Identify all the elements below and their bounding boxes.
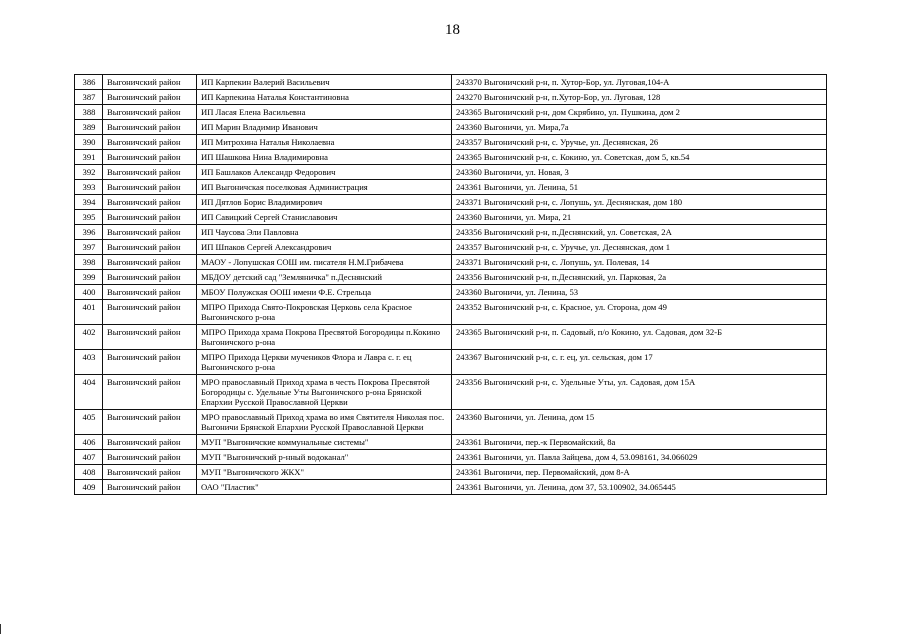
address-cell: 243357 Выгоничский р-н, с. Уручье, ул. Деснянская, дом 1 [452, 240, 827, 255]
row-number-cell: 388 [75, 105, 103, 120]
address-cell: 243365 Выгоничский р-н, дом Скрябино, ул. Пушкина, дом 2 [452, 105, 827, 120]
organization-cell: МУП "Выгоничского ЖКХ" [197, 465, 452, 480]
district-cell: Выгоничский район [103, 255, 197, 270]
table-row [75, 105, 827, 120]
address-cell: 243356 Выгоничский р-н, с. Удельные Уты, ул. Садовая, дом 15А [452, 375, 827, 410]
organization-cell: МРО православный Приход храма в честь Покрова Пресвятой Богородицы с. Удельные Уты Выгоничского р-она Брянской Епархии Русской Православной Церкви [197, 375, 452, 410]
table-row [75, 90, 827, 105]
organization-cell: ИП Митрохина Наталья Николаевна [197, 135, 452, 150]
table-row [75, 120, 827, 135]
organization-cell: МУП "Выгоничский р-нный водоканал" [197, 450, 452, 465]
address-cell: 243360 Выгоничи, ул. Новая, 3 [452, 165, 827, 180]
district-cell: Выгоничский район [103, 410, 197, 435]
row-number-cell: 406 [75, 435, 103, 450]
organization-cell: МБДОУ детский сад "Земляничка" п.Деснянский [197, 270, 452, 285]
registry-table-body [75, 75, 827, 495]
organization-cell: МБОУ Полужская ООШ имени Ф.Е. Стрельца [197, 285, 452, 300]
district-cell: Выгоничский район [103, 300, 197, 325]
table-row [75, 210, 827, 225]
row-number-cell: 392 [75, 165, 103, 180]
row-number-cell: 390 [75, 135, 103, 150]
row-number-cell: 389 [75, 120, 103, 135]
table-row [75, 135, 827, 150]
address-cell: 243360 Выгоничи, ул. Ленина, дом 15 [452, 410, 827, 435]
row-number-cell: 405 [75, 410, 103, 435]
row-number-cell: 397 [75, 240, 103, 255]
organization-cell: ИП Карпекина Наталья Константиновна [197, 90, 452, 105]
district-cell: Выгоничский район [103, 435, 197, 450]
address-cell: 243360 Выгоничи, ул. Ленина, 53 [452, 285, 827, 300]
row-number-cell: 401 [75, 300, 103, 325]
page-number: 18 [445, 22, 460, 38]
district-cell: Выгоничский район [103, 450, 197, 465]
organization-cell: МПРО Прихода Свято-Покровская Церковь села Красное Выгоничского р-она [197, 300, 452, 325]
address-cell: 243357 Выгоничский р-н, с. Уручье, ул. Деснянская, 26 [452, 135, 827, 150]
organization-cell: ИП Чаусова Эли Павловна [197, 225, 452, 240]
row-number-cell: 409 [75, 480, 103, 495]
district-cell: Выгоничский район [103, 165, 197, 180]
table-row [75, 75, 827, 90]
address-cell: 243360 Выгоничи, ул. Мира,7а [452, 120, 827, 135]
row-number-cell: 402 [75, 325, 103, 350]
district-cell: Выгоничский район [103, 90, 197, 105]
district-cell: Выгоничский район [103, 120, 197, 135]
address-cell: 243361 Выгоничи, ул. Ленина, 51 [452, 180, 827, 195]
district-cell: Выгоничский район [103, 480, 197, 495]
address-cell: 243361 Выгоничи, ул. Павла Зайцева, дом 4, 53.098161, 34.066029 [452, 450, 827, 465]
table-row [75, 480, 827, 495]
table-row [75, 165, 827, 180]
table-row [75, 410, 827, 435]
district-cell: Выгоничский район [103, 465, 197, 480]
table-row [75, 450, 827, 465]
table-row [75, 435, 827, 450]
row-number-cell: 391 [75, 150, 103, 165]
table-row [75, 180, 827, 195]
address-cell: 243361 Выгоничи, пер.-к Первомайский, 8а [452, 435, 827, 450]
organization-cell: ИП Выгоничская поселковая Администрация [197, 180, 452, 195]
table-row [75, 225, 827, 240]
district-cell: Выгоничский район [103, 150, 197, 165]
row-number-cell: 403 [75, 350, 103, 375]
registry-table [74, 74, 827, 495]
address-cell: 243360 Выгоничи, ул. Мира, 21 [452, 210, 827, 225]
table-row [75, 325, 827, 350]
organization-cell: ИП Марин Владимир Иванович [197, 120, 452, 135]
row-number-cell: 393 [75, 180, 103, 195]
organization-cell: ИП Шпаков Сергей Александрович [197, 240, 452, 255]
district-cell: Выгоничский район [103, 350, 197, 375]
table-row [75, 350, 827, 375]
organization-cell: ИП Дятлов Борис Владимирович [197, 195, 452, 210]
row-number-cell: 400 [75, 285, 103, 300]
organization-cell: ИП Карпекин Валерий Васильевич [197, 75, 452, 90]
address-cell: 243365 Выгоничский р-н, с. Кокино, ул. Советская, дом 5, кв.54 [452, 150, 827, 165]
table-row [75, 270, 827, 285]
district-cell: Выгоничский район [103, 240, 197, 255]
district-cell: Выгоничский район [103, 225, 197, 240]
organization-cell: МАОУ - Лопушская СОШ им. писателя Н.М.Грибачева [197, 255, 452, 270]
row-number-cell: 387 [75, 90, 103, 105]
organization-cell: МПРО Прихода храма Покрова Пресвятой Богородицы п.Кокино Выгоничского р-она [197, 325, 452, 350]
organization-cell: ИП Шашкова Нина Владимировна [197, 150, 452, 165]
district-cell: Выгоничский район [103, 270, 197, 285]
district-cell: Выгоничский район [103, 105, 197, 120]
address-cell: 243352 Выгоничский р-н, с. Красное, ул. Сторона, дом 49 [452, 300, 827, 325]
table-row [75, 375, 827, 410]
table-row [75, 300, 827, 325]
district-cell: Выгоничский район [103, 325, 197, 350]
address-cell: 243370 Выгоничский р-н, п. Хутор-Бор, ул. Луговая,104-А [452, 75, 827, 90]
address-cell: 243361 Выгоничи, ул. Ленина, дом 37, 53.100902, 34.065445 [452, 480, 827, 495]
row-number-cell: 386 [75, 75, 103, 90]
district-cell: Выгоничский район [103, 375, 197, 410]
organization-cell: ИП Савицкий Сергей Станиславович [197, 210, 452, 225]
organization-cell: МРО православный Приход храма во имя Святителя Николая пос. Выгоничи Брянской Епархии Русской Православной Церкви [197, 410, 452, 435]
organization-cell: ИП Башлаков Александр Федорович [197, 165, 452, 180]
row-number-cell: 394 [75, 195, 103, 210]
table-row [75, 465, 827, 480]
organization-cell: МУП "Выгоничские коммунальные системы" [197, 435, 452, 450]
row-number-cell: 408 [75, 465, 103, 480]
district-cell: Выгоничский район [103, 285, 197, 300]
address-cell: 243356 Выгоничский р-н, п.Деснянский, ул. Советская, 2А [452, 225, 827, 240]
row-number-cell: 399 [75, 270, 103, 285]
address-cell: 243356 Выгоничский р-н, п.Деснянский, ул. Парковая, 2а [452, 270, 827, 285]
table-row [75, 285, 827, 300]
table-row [75, 240, 827, 255]
district-cell: Выгоничский район [103, 180, 197, 195]
district-cell: Выгоничский район [103, 210, 197, 225]
address-cell: 243371 Выгоничский р-н, с. Лопушь, ул. Деснянская, дом 180 [452, 195, 827, 210]
organization-cell: ИП Ласая Елена Васильевна [197, 105, 452, 120]
row-number-cell: 395 [75, 210, 103, 225]
row-number-cell: 396 [75, 225, 103, 240]
district-cell: Выгоничский район [103, 135, 197, 150]
table-row [75, 150, 827, 165]
edge-mark [0, 624, 1, 634]
address-cell: 243367 Выгоничский р-н, с. г. ец, ул. сельская, дом 17 [452, 350, 827, 375]
address-cell: 243365 Выгоничский р-н, п. Садовый, п/о Кокино, ул. Садовая, дом 32-Б [452, 325, 827, 350]
address-cell: 243361 Выгоничи, пер. Первомайский, дом 8-А [452, 465, 827, 480]
row-number-cell: 398 [75, 255, 103, 270]
district-cell: Выгоничский район [103, 75, 197, 90]
row-number-cell: 407 [75, 450, 103, 465]
address-cell: 243371 Выгоничский р-н, с. Лопушь, ул. Полевая, 14 [452, 255, 827, 270]
organization-cell: МПРО Прихода Церкви мучеников Флора и Лавра с. г. ец Выгоничского р-она [197, 350, 452, 375]
table-row [75, 195, 827, 210]
row-number-cell: 404 [75, 375, 103, 410]
organization-cell: ОАО "Пластик" [197, 480, 452, 495]
address-cell: 243270 Выгоничский р-н, п.Хутор-Бор, ул. Луговая, 128 [452, 90, 827, 105]
district-cell: Выгоничский район [103, 195, 197, 210]
table-row [75, 255, 827, 270]
